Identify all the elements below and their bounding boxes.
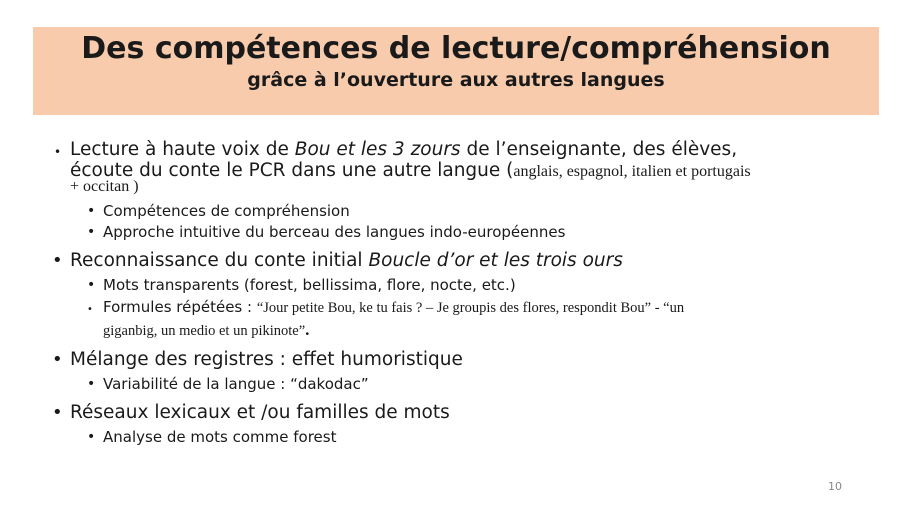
subbullet-competences	[87, 201, 350, 221]
subbullet-text: Formules répétées :	[103, 298, 257, 316]
bullet-text-serif: + occitan )	[70, 178, 139, 195]
bullet-text: Reconnaissance du conte initial	[70, 250, 369, 271]
subbullet-text: Approche intuitive du berceau des langues indo-européennes	[103, 223, 566, 241]
slide-subtitle: grâce à l’ouverture aux autres langues	[247, 69, 665, 91]
bullet-text: Réseaux lexicaux et /ou familles de mots	[70, 402, 450, 423]
bullet-reconnaissance	[52, 250, 623, 271]
bullet-dot: •	[87, 277, 96, 293]
subbullet-formules-cont	[103, 320, 309, 341]
bullet-text-italic: Bou et les 3 zours	[294, 139, 461, 160]
subbullet-variabilite	[87, 374, 369, 394]
bullet-melange	[52, 349, 463, 370]
bullet-text: Lecture à haute voix de	[70, 139, 295, 160]
subbullet-text: Mots transparents (forest, bellissima, flore, nocte, etc.)	[103, 276, 516, 294]
bullet-dot: •	[52, 250, 63, 271]
bullet-dot: •	[52, 349, 63, 370]
bullet-text: écoute du conte le PCR dans une autre langue (	[70, 160, 514, 181]
subbullet-text: Analyse de mots comme forest	[103, 428, 337, 446]
subbullet-mots-transparents	[87, 275, 516, 295]
subbullet-analyse	[87, 427, 337, 447]
subbullet-text-serif: giganbig, un medio et un pikinote”	[103, 323, 306, 339]
bullet-lecture-line3	[70, 178, 139, 196]
bullet-dot: •	[87, 304, 93, 315]
bullet-text: de l’enseignante, des élèves,	[460, 139, 738, 160]
bullet-dot: •	[87, 429, 96, 445]
slide-title: Des compétences de lecture/compréhension	[81, 31, 831, 66]
subbullet-text: Compétences de compréhension	[103, 202, 350, 220]
subbullet-text-serif: “Jour petite Bou, ke tu fais ? – Je groupis des flores, respondit Bou” - “un	[256, 300, 685, 316]
bullet-text-italic: Boucle d’or et les trois ours	[368, 250, 623, 271]
subbullet-formules	[87, 297, 685, 318]
subbullet-approche	[87, 222, 566, 242]
bullet-lecture-line2	[70, 160, 751, 182]
page-number: 10	[828, 480, 842, 493]
bullet-text-serif: anglais, espagnol, italien et portugais	[513, 163, 751, 180]
subbullet-text: Variabilité de la langue : “dakodac”	[103, 375, 369, 393]
bullet-reseaux	[52, 402, 450, 423]
bullet-dot: •	[87, 203, 96, 219]
bullet-dot: •	[87, 224, 96, 240]
bullet-text: Mélange des registres : effet humoristique	[70, 349, 463, 370]
bullet-lecture	[54, 139, 738, 160]
subbullet-text-end: .	[305, 320, 310, 339]
bullet-dot: •	[54, 145, 62, 159]
bullet-dot: •	[52, 402, 63, 423]
bullet-dot: •	[87, 376, 96, 392]
